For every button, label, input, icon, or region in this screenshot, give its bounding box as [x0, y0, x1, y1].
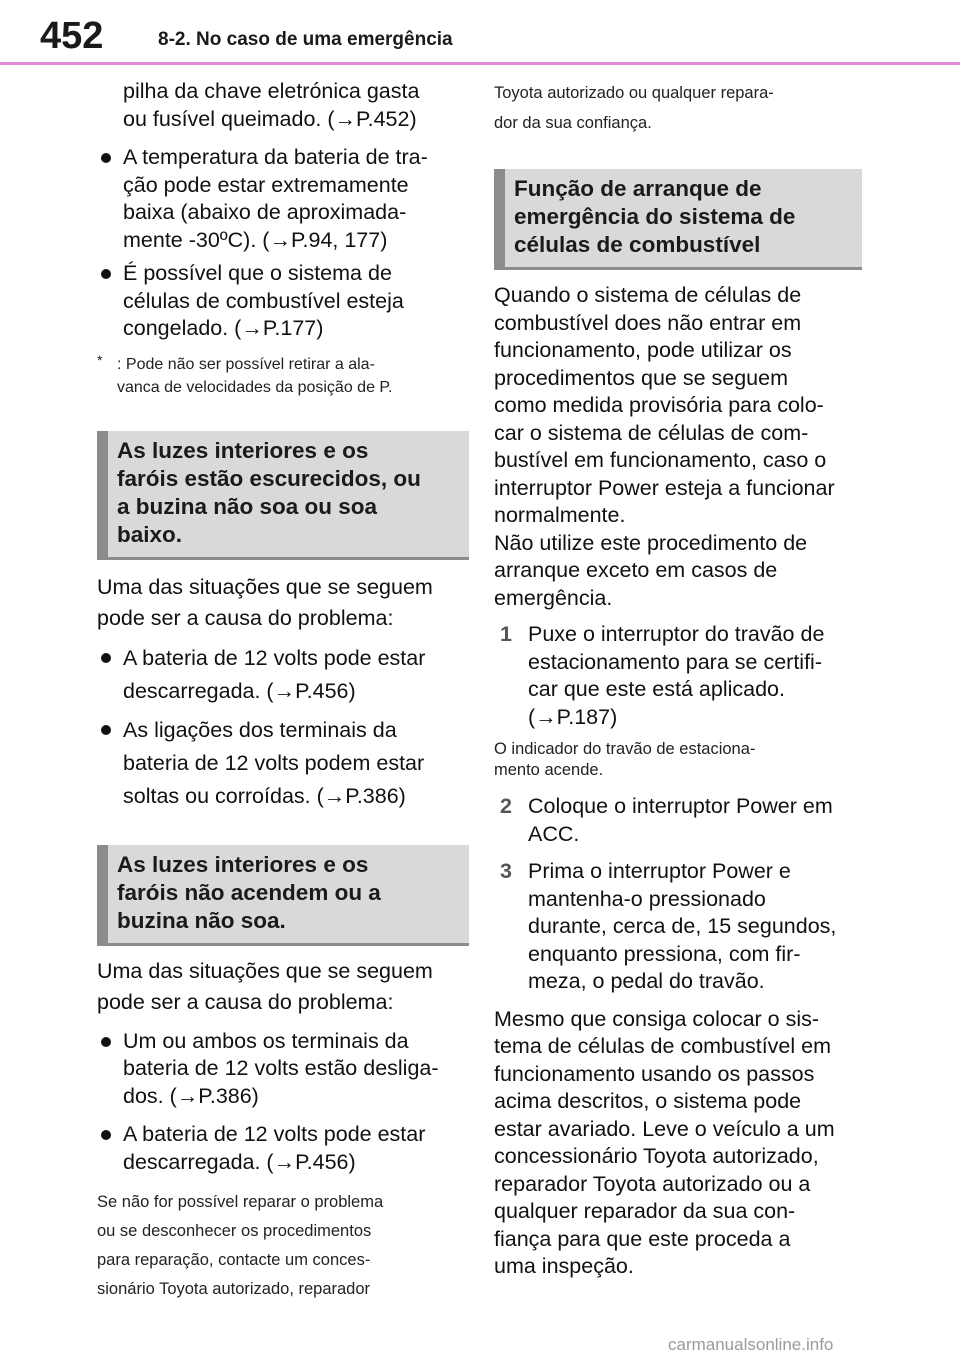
bullet-icon	[101, 725, 111, 735]
heading-accent-bar	[97, 431, 108, 557]
list-item: A bateria de 12 volts pode estar descarregada. (→P.456)	[97, 642, 469, 708]
body-paragraph: Quando o sistema de células de combustível does não entrar em funcionamento, pode utilizar os procedimentos que se seguem como medida provisória para colo- car o sistema de células de com- bustível em funcionamento, caso o interruptor Power esteja a funcionar normalmente. Não utilize este procedimento de arranque exceto em casos de emergência.	[494, 283, 835, 610]
step-1: 1 Puxe o interruptor do travão de estacionamento para se certifi- car que este está aplicado. (→P.187)	[500, 622, 825, 729]
footnote: * : Pode não ser possível retirar a ala- vanca de velocidades da posição de P.	[97, 353, 469, 399]
list-item: Um ou ambos os terminais da bateria de 12 volts estão desliga- dos. (→P.386)	[97, 1028, 469, 1111]
section-heading: As luzes interiores e os faróis estão escurecidos, ou a buzina não soa ou soa baixo.	[117, 437, 421, 547]
body-paragraph: Mesmo que consiga colocar o sis- tema de células de combustível em funcionamento usando os passos acima descritos, o sistema pode estar avariado. Leve o veículo a um concessionário Toyota autorizado, reparador Toyota autorizado ou a qualquer reparador da sua con- fiança para que este proceda a uma inspeção.	[494, 1006, 835, 1278]
section-heading-box	[494, 169, 862, 270]
step-2: 2 Coloque o interruptor Power em ACC.	[500, 794, 833, 846]
heading-accent-bar	[97, 845, 108, 943]
list-item: A bateria de 12 volts pode estar descarregada. (→P.456)	[97, 1121, 469, 1176]
left-column	[97, 72, 469, 1304]
bullet-icon	[101, 1037, 111, 1047]
header-rule	[0, 62, 960, 65]
note-paragraph-continued: Toyota autorizado ou qualquer repara- dor da sua confiança.	[494, 84, 774, 132]
intro-paragraph: Uma das situações que se seguem pode ser a causa do problema:	[97, 574, 433, 630]
footnote-mark: *	[97, 351, 103, 368]
bullet-icon	[101, 1130, 111, 1140]
bullet-icon	[101, 269, 111, 279]
step-note: O indicador do travão de estaciona- mento acende.	[494, 740, 756, 779]
section-heading-box	[97, 431, 469, 560]
watermark: carmanualsonline.info	[668, 1335, 834, 1354]
bullet-icon	[101, 153, 111, 163]
section-heading-box	[97, 845, 469, 946]
step-number: 1	[500, 622, 512, 646]
step-number: 2	[500, 794, 512, 818]
list-item: A temperatura da bateria de tra- ção pode estar extremamente baixa (abaixo de aproximada- mente -30ºC). (→P.94, 177)	[97, 144, 469, 254]
section-heading: As luzes interiores e os faróis não acendem ou a buzina não soa.	[117, 851, 381, 933]
continued-paragraph: pilha da chave eletrónica gasta ou fusível queimado. (→P.452)	[123, 79, 420, 131]
heading-accent-bar	[494, 169, 505, 267]
page-header	[0, 0, 960, 70]
list-item: É possível que o sistema de células de combustível esteja congelado. (→P.177)	[97, 260, 469, 343]
right-column	[494, 72, 866, 1281]
section-heading: Função de arranque de emergência do sistema de células de combustível	[514, 176, 796, 257]
note-paragraph: Se não for possível reparar o problema ou se desconhecer os procedimentos para reparação, contacte um conces- sionário Toyota autorizado, reparador	[97, 1193, 384, 1298]
page-number: 452	[40, 15, 104, 57]
section-title: 8-2. No caso de uma emergência	[158, 29, 453, 50]
intro-paragraph: Uma das situações que se seguem pode ser a causa do problema:	[97, 958, 433, 1014]
step-3: 3 Prima o interruptor Power e mantenha-o pressionado durante, cerca de, 15 segundos, enquanto pressiona, com fir- meza, o pedal do travão.	[500, 859, 837, 993]
step-number: 3	[500, 859, 512, 883]
list-item: As ligações dos terminais da bateria de 12 volts podem estar soltas ou corroídas. (→P.386)	[97, 714, 469, 813]
bullet-icon	[101, 653, 111, 663]
